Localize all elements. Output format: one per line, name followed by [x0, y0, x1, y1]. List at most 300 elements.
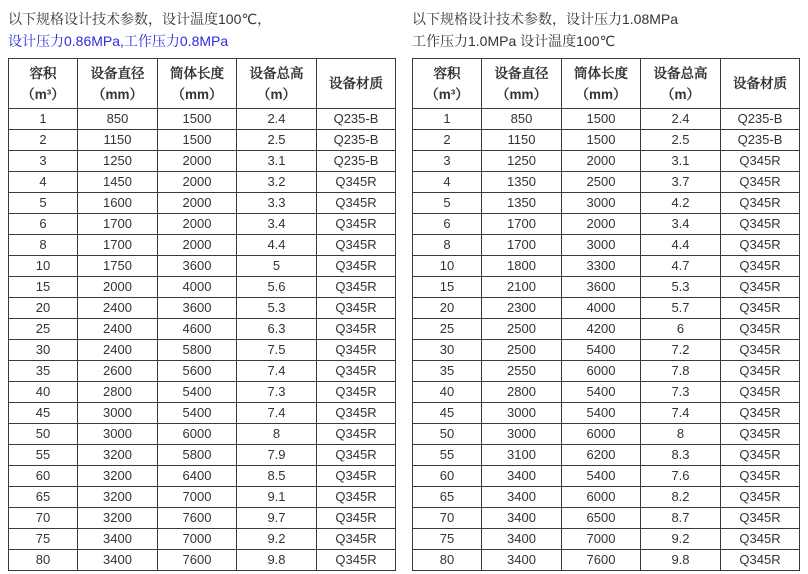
column-header-label: 设备材质	[329, 76, 383, 91]
table-row	[9, 151, 396, 172]
table-row	[9, 235, 396, 256]
table-cell: 4	[413, 172, 482, 193]
table-row	[9, 172, 396, 193]
table-cell: 1800	[482, 256, 562, 277]
table-cell: 6	[413, 214, 482, 235]
spec-title-line2-left: 设计压力0.86MPa,工作压力0.8MPa	[8, 33, 229, 49]
table-cell: 1150	[78, 130, 158, 151]
table-cell: 7.8	[641, 361, 721, 382]
table-row	[9, 361, 396, 382]
table-cell: 6000	[562, 487, 641, 508]
column-header-label: 设备直径	[494, 65, 549, 81]
table-cell: Q345R	[721, 298, 800, 319]
spec-table-right	[412, 58, 800, 571]
table-cell: 1350	[482, 193, 562, 214]
table-cell: 4.2	[641, 193, 721, 214]
table-cell: Q345R	[721, 277, 800, 298]
table-row	[413, 340, 800, 361]
table-cell: 45	[9, 403, 78, 424]
table-cell: 7000	[158, 529, 237, 550]
table-cell: 3400	[78, 529, 158, 550]
table-cell: Q345R	[721, 466, 800, 487]
table-cell: Q345R	[317, 403, 396, 424]
table-cell: 2000	[158, 151, 237, 172]
table-cell: 8.3	[641, 445, 721, 466]
table-cell: Q345R	[317, 256, 396, 277]
table-cell: 6200	[562, 445, 641, 466]
table-cell: 2300	[482, 298, 562, 319]
table-cell: 850	[78, 109, 158, 130]
table-cell: 5400	[562, 382, 641, 403]
table-cell: 5600	[158, 361, 237, 382]
table-row	[413, 298, 800, 319]
table-cell: 5	[237, 256, 317, 277]
table-cell: 5	[9, 193, 78, 214]
table-cell: Q345R	[721, 151, 800, 172]
table-cell: 3.1	[641, 151, 721, 172]
table-cell: 8.2	[641, 487, 721, 508]
table-cell: 65	[413, 487, 482, 508]
column-header-label: 容积	[29, 65, 57, 81]
table-cell: 2000	[158, 172, 237, 193]
column-header	[158, 59, 237, 109]
table-cell: 2100	[482, 277, 562, 298]
table-cell: 75	[413, 529, 482, 550]
table-cell: 3.3	[237, 193, 317, 214]
table-cell: 60	[9, 466, 78, 487]
table-cell: 3600	[562, 277, 641, 298]
table-cell: 2	[9, 130, 78, 151]
column-header	[562, 59, 641, 109]
table-cell: 7600	[562, 550, 641, 571]
table-cell: Q345R	[317, 193, 396, 214]
table-cell: 7.3	[641, 382, 721, 403]
table-row	[9, 193, 396, 214]
table-cell: Q345R	[721, 445, 800, 466]
table-row	[413, 424, 800, 445]
table-cell: Q345R	[317, 277, 396, 298]
table-cell: 40	[413, 382, 482, 403]
table-cell: 7.6	[641, 466, 721, 487]
column-header	[721, 59, 800, 109]
table-cell: 3000	[482, 403, 562, 424]
table-cell: 6000	[562, 361, 641, 382]
table-cell: 2500	[482, 340, 562, 361]
table-row	[9, 445, 396, 466]
spec-table-left	[8, 58, 396, 571]
table-cell: Q345R	[317, 529, 396, 550]
table-cell: Q235-B	[317, 151, 396, 172]
table-row	[413, 109, 800, 130]
table-row	[413, 214, 800, 235]
spec-title-line1-right: 以下规格设计技术参数，设计压力1.08MPa	[412, 11, 679, 27]
table-cell: 9.2	[641, 529, 721, 550]
column-header-unit: （m³）	[425, 86, 469, 102]
table-cell: 8.5	[237, 466, 317, 487]
table-cell: 4000	[562, 298, 641, 319]
spec-title-line2-right: 工作压力1.0MPa 设计温度100℃	[412, 33, 616, 49]
table-cell: 3.7	[641, 172, 721, 193]
table-cell: 20	[9, 298, 78, 319]
table-cell: Q345R	[721, 340, 800, 361]
table-cell: 2000	[78, 277, 158, 298]
table-row	[413, 466, 800, 487]
table-cell: 5400	[158, 403, 237, 424]
table-cell: 2000	[562, 214, 641, 235]
column-header-unit: （mm）	[91, 86, 143, 102]
table-cell: Q345R	[721, 529, 800, 550]
column-header	[482, 59, 562, 109]
table-cell: Q345R	[317, 319, 396, 340]
table-cell: Q345R	[317, 508, 396, 529]
column-header	[9, 59, 78, 109]
table-cell: 10	[413, 256, 482, 277]
table-cell: 1750	[78, 256, 158, 277]
table-cell: 2000	[562, 151, 641, 172]
table-cell: 4200	[562, 319, 641, 340]
table-cell: 15	[413, 277, 482, 298]
table-cell: 3000	[482, 424, 562, 445]
table-cell: Q345R	[721, 403, 800, 424]
column-header-label: 设备总高	[653, 65, 708, 81]
table-cell: 15	[9, 277, 78, 298]
table-cell: 2.5	[237, 130, 317, 151]
table-row	[413, 319, 800, 340]
table-cell: 1700	[78, 214, 158, 235]
table-cell: 2400	[78, 298, 158, 319]
table-cell: 1500	[562, 130, 641, 151]
table-row	[413, 277, 800, 298]
table-cell: 3400	[482, 487, 562, 508]
table-cell: Q345R	[317, 466, 396, 487]
table-cell: 5400	[158, 382, 237, 403]
table-cell: Q345R	[317, 298, 396, 319]
table-cell: 30	[9, 340, 78, 361]
column-header-label: 筒体长度	[170, 65, 224, 81]
table-row	[9, 487, 396, 508]
column-header-label: 筒体长度	[574, 65, 628, 81]
table-cell: 7.4	[641, 403, 721, 424]
table-cell: 65	[9, 487, 78, 508]
table-cell: 3200	[78, 508, 158, 529]
table-cell: 7.4	[237, 403, 317, 424]
table-cell: 4600	[158, 319, 237, 340]
table-cell: 3000	[78, 424, 158, 445]
table-cell: Q345R	[721, 424, 800, 445]
column-header	[78, 59, 158, 109]
table-row	[9, 109, 396, 130]
column-header	[237, 59, 317, 109]
spec-table-left-body	[9, 109, 396, 571]
table-cell: 2800	[482, 382, 562, 403]
table-cell: 5.7	[641, 298, 721, 319]
table-cell: 7.3	[237, 382, 317, 403]
table-cell: 2600	[78, 361, 158, 382]
table-cell: Q345R	[721, 319, 800, 340]
table-cell: 1450	[78, 172, 158, 193]
table-cell: 80	[413, 550, 482, 571]
table-row	[9, 529, 396, 550]
table-cell: 1250	[482, 151, 562, 172]
table-cell: 8	[641, 424, 721, 445]
table-cell: 75	[9, 529, 78, 550]
table-cell: 1500	[562, 109, 641, 130]
table-cell: 8.7	[641, 508, 721, 529]
table-cell: 80	[9, 550, 78, 571]
table-cell: Q345R	[317, 172, 396, 193]
table-cell: 50	[413, 424, 482, 445]
table-cell: 20	[413, 298, 482, 319]
table-cell: 2	[413, 130, 482, 151]
table-cell: 5400	[562, 466, 641, 487]
table-cell: 3000	[78, 403, 158, 424]
table-cell: 4.4	[237, 235, 317, 256]
table-cell: Q235-B	[721, 109, 800, 130]
table-row	[9, 550, 396, 571]
table-cell: 7000	[562, 529, 641, 550]
table-row	[413, 172, 800, 193]
header-row	[413, 59, 800, 109]
table-cell: 4.4	[641, 235, 721, 256]
table-cell: 6.3	[237, 319, 317, 340]
table-cell: 3100	[482, 445, 562, 466]
table-cell: 3400	[482, 466, 562, 487]
table-cell: Q345R	[721, 361, 800, 382]
table-cell: 3400	[482, 529, 562, 550]
spec-titles-right	[412, 8, 799, 52]
table-cell: 2.4	[641, 109, 721, 130]
table-cell: 7000	[158, 487, 237, 508]
table-cell: Q235-B	[317, 130, 396, 151]
table-cell: 2800	[78, 382, 158, 403]
table-row	[9, 319, 396, 340]
table-cell: 1	[9, 109, 78, 130]
table-cell: 45	[413, 403, 482, 424]
column-header	[413, 59, 482, 109]
table-row	[413, 235, 800, 256]
table-cell: 2000	[158, 214, 237, 235]
table-cell: 1250	[78, 151, 158, 172]
table-cell: Q345R	[317, 487, 396, 508]
table-cell: 7.5	[237, 340, 317, 361]
table-cell: 3400	[482, 508, 562, 529]
table-cell: 5800	[158, 445, 237, 466]
table-cell: 9.8	[237, 550, 317, 571]
table-row	[413, 550, 800, 571]
table-cell: 2.4	[237, 109, 317, 130]
spec-table-left-head	[9, 59, 396, 109]
table-cell: 1700	[78, 235, 158, 256]
table-cell: 5400	[562, 340, 641, 361]
table-cell: 3200	[78, 466, 158, 487]
column-header	[641, 59, 721, 109]
table-cell: Q235-B	[317, 109, 396, 130]
table-cell: 3600	[158, 298, 237, 319]
table-cell: 55	[9, 445, 78, 466]
table-cell: 7.2	[641, 340, 721, 361]
table-cell: 2.5	[641, 130, 721, 151]
table-cell: 2500	[482, 319, 562, 340]
table-cell: 1700	[482, 214, 562, 235]
spec-table-right-head	[413, 59, 800, 109]
table-cell: Q345R	[721, 382, 800, 403]
table-cell: 3600	[158, 256, 237, 277]
table-cell: 7600	[158, 550, 237, 571]
table-row	[413, 403, 800, 424]
table-row	[9, 256, 396, 277]
column-header-label: 设备直径	[90, 65, 145, 81]
table-cell: 70	[9, 508, 78, 529]
table-cell: 50	[9, 424, 78, 445]
table-row	[413, 151, 800, 172]
table-cell: 6400	[158, 466, 237, 487]
table-cell: 3000	[562, 193, 641, 214]
table-cell: 1350	[482, 172, 562, 193]
column-header-unit: （mm）	[495, 86, 547, 102]
table-cell: 3.4	[237, 214, 317, 235]
table-cell: 850	[482, 109, 562, 130]
column-header-label: 设备材质	[733, 76, 787, 91]
table-row	[413, 445, 800, 466]
table-row	[9, 508, 396, 529]
column-header-unit: （mm）	[171, 86, 223, 102]
table-cell: 55	[413, 445, 482, 466]
table-row	[9, 403, 396, 424]
table-cell: 25	[9, 319, 78, 340]
spec-panel-right	[412, 8, 799, 571]
table-cell: 1500	[158, 109, 237, 130]
table-cell: 5.3	[237, 298, 317, 319]
table-cell: 70	[413, 508, 482, 529]
table-cell: 25	[413, 319, 482, 340]
table-cell: 4000	[158, 277, 237, 298]
table-cell: 6000	[562, 424, 641, 445]
table-cell: 3200	[78, 445, 158, 466]
table-cell: 6500	[562, 508, 641, 529]
table-cell: 1150	[482, 130, 562, 151]
table-cell: Q345R	[317, 340, 396, 361]
spec-title-line1-left: 以下规格设计技术参数，设计温度100℃，	[8, 11, 272, 27]
table-row	[9, 466, 396, 487]
table-cell: 35	[9, 361, 78, 382]
table-cell: 1600	[78, 193, 158, 214]
table-cell: 3400	[482, 550, 562, 571]
table-cell: 3	[413, 151, 482, 172]
table-cell: 9.1	[237, 487, 317, 508]
table-cell: 3000	[562, 235, 641, 256]
table-row	[9, 214, 396, 235]
table-cell: 1	[413, 109, 482, 130]
table-cell: 2400	[78, 319, 158, 340]
spec-table-right-body	[413, 109, 800, 571]
table-cell: Q345R	[317, 214, 396, 235]
table-cell: 3200	[78, 487, 158, 508]
table-cell: 4	[9, 172, 78, 193]
column-header	[317, 59, 396, 109]
spec-titles-left	[8, 8, 395, 52]
table-cell: Q345R	[721, 508, 800, 529]
table-row	[9, 130, 396, 151]
table-cell: Q345R	[317, 550, 396, 571]
table-cell: Q345R	[721, 550, 800, 571]
table-row	[9, 340, 396, 361]
table-cell: 2500	[562, 172, 641, 193]
table-cell: 3	[9, 151, 78, 172]
table-cell: 9.8	[641, 550, 721, 571]
table-cell: 1500	[158, 130, 237, 151]
table-cell: 8	[413, 235, 482, 256]
table-row	[9, 382, 396, 403]
table-cell: 10	[9, 256, 78, 277]
table-cell: 5800	[158, 340, 237, 361]
table-cell: 7.9	[237, 445, 317, 466]
table-row	[413, 508, 800, 529]
table-row	[9, 277, 396, 298]
table-cell: 7600	[158, 508, 237, 529]
header-row	[9, 59, 396, 109]
table-cell: Q345R	[317, 361, 396, 382]
table-row	[9, 298, 396, 319]
column-header-label: 设备总高	[249, 65, 304, 81]
table-cell: Q345R	[721, 487, 800, 508]
table-cell: 1700	[482, 235, 562, 256]
table-row	[9, 424, 396, 445]
table-cell: 5400	[562, 403, 641, 424]
table-cell: 9.7	[237, 508, 317, 529]
column-header-unit: （m）	[660, 86, 700, 102]
table-cell: Q345R	[317, 424, 396, 445]
table-cell: 5	[413, 193, 482, 214]
table-cell: 3400	[78, 550, 158, 571]
table-cell: 3.1	[237, 151, 317, 172]
table-cell: 6	[641, 319, 721, 340]
table-cell: 60	[413, 466, 482, 487]
table-cell: 40	[9, 382, 78, 403]
table-cell: 2000	[158, 235, 237, 256]
table-cell: 2400	[78, 340, 158, 361]
table-row	[413, 487, 800, 508]
table-cell: 4.7	[641, 256, 721, 277]
table-cell: Q345R	[317, 445, 396, 466]
table-row	[413, 256, 800, 277]
table-cell: Q345R	[317, 382, 396, 403]
table-row	[413, 130, 800, 151]
table-cell: Q345R	[721, 235, 800, 256]
column-header-label: 容积	[433, 65, 461, 81]
table-cell: 5.3	[641, 277, 721, 298]
table-cell: 3.4	[641, 214, 721, 235]
table-cell: 3.2	[237, 172, 317, 193]
spec-panel-left	[8, 8, 395, 571]
table-cell: 8	[9, 235, 78, 256]
table-cell: 30	[413, 340, 482, 361]
table-row	[413, 361, 800, 382]
column-header-unit: （mm）	[575, 86, 627, 102]
table-cell: Q235-B	[721, 130, 800, 151]
table-cell: 2000	[158, 193, 237, 214]
table-cell: Q345R	[721, 172, 800, 193]
table-cell: Q345R	[721, 214, 800, 235]
table-row	[413, 382, 800, 403]
table-row	[413, 193, 800, 214]
table-cell: 5.6	[237, 277, 317, 298]
two-table-layout	[8, 8, 808, 571]
table-cell: 2550	[482, 361, 562, 382]
table-cell: 6	[9, 214, 78, 235]
table-cell: Q345R	[317, 235, 396, 256]
column-header-unit: （m）	[256, 86, 296, 102]
table-cell: 35	[413, 361, 482, 382]
